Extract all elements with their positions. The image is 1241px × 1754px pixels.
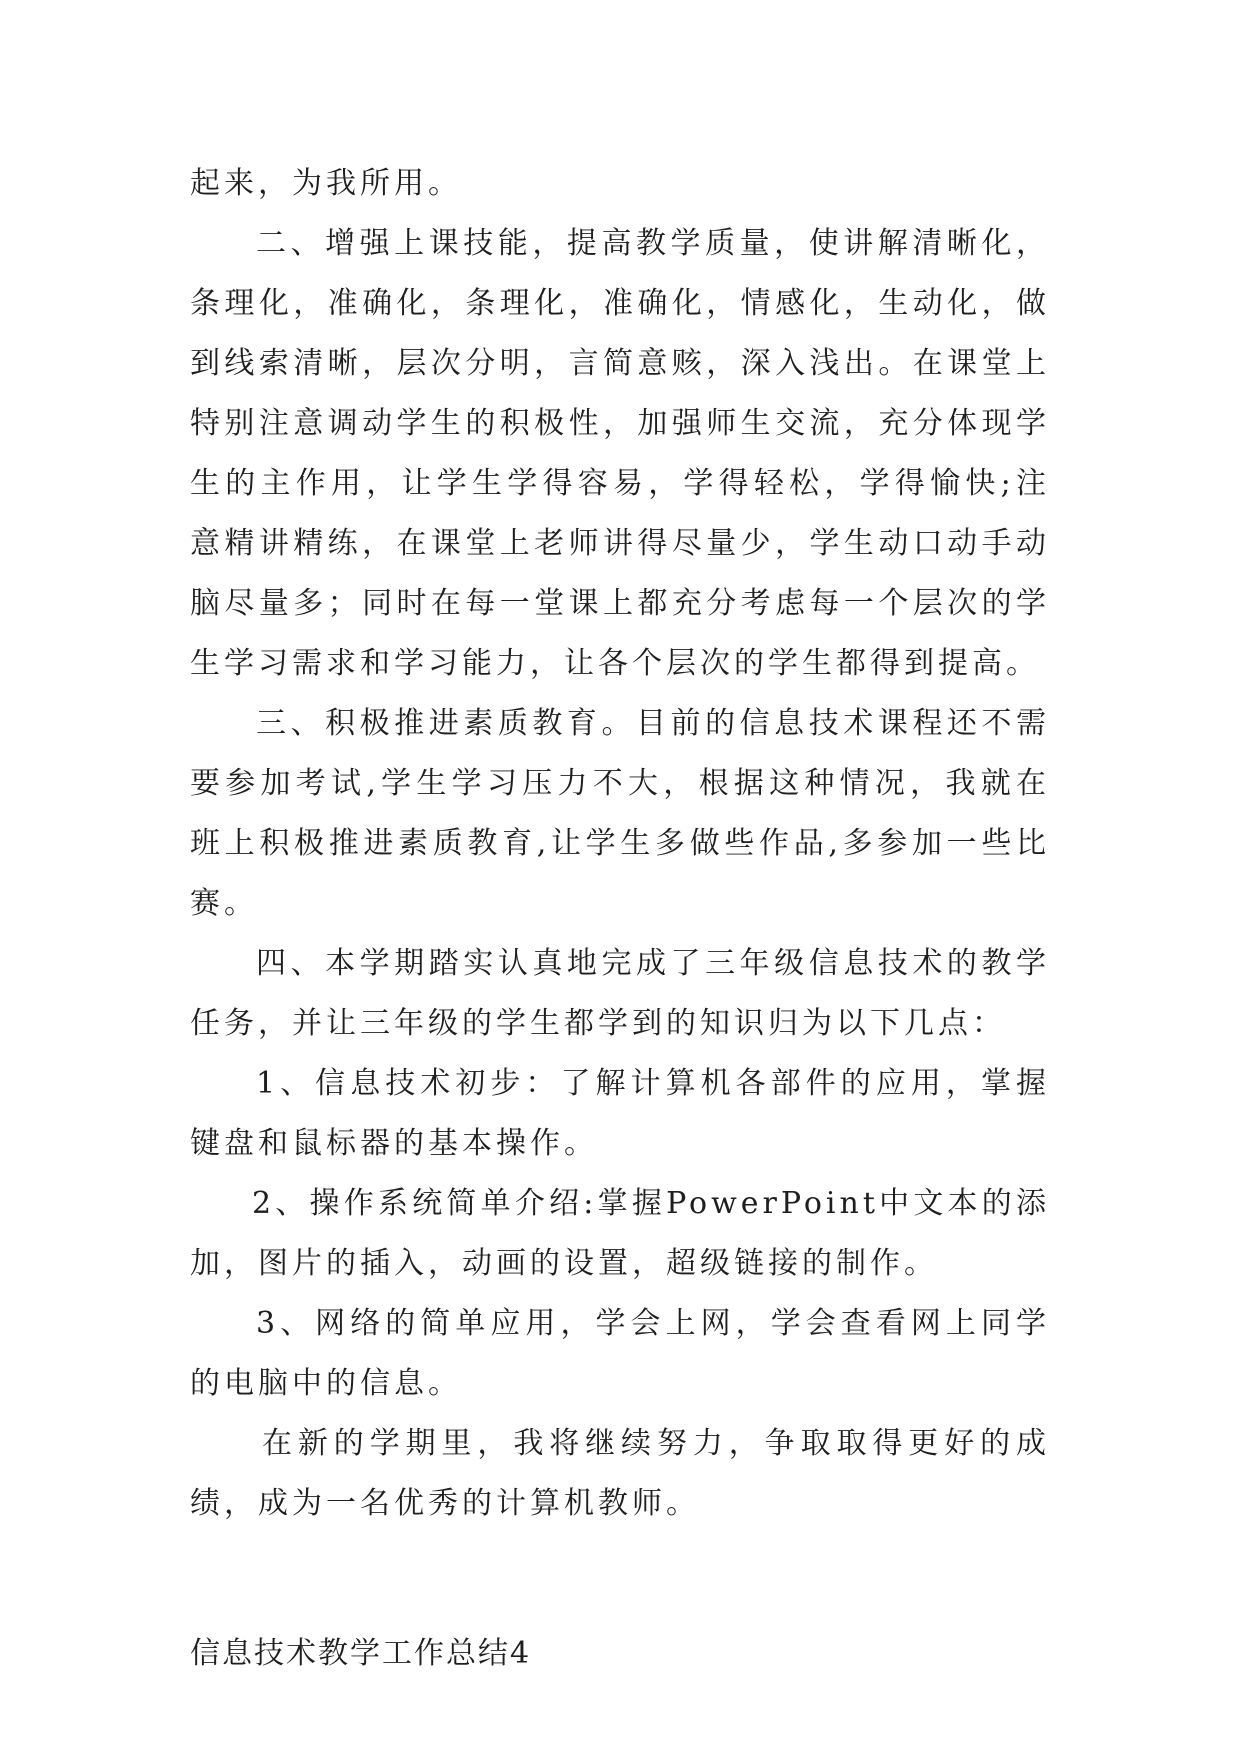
- section-spacer: [190, 1534, 1050, 1624]
- section-heading: 信息技术教学工作总结4: [190, 1636, 532, 1671]
- list-item-one: 1、信息技术初步：了解计算机各部件的应用，掌握键盘和鼠标器的基本操作。: [190, 1066, 1050, 1161]
- paragraph-point-three: 三、积极推进素质教育。目前的信息技术课程还不需要参加考试,学生学习压力不大，根据这种情况，我就在班上积极推进素质教育,让学生多做些作品,多参加一些比赛。: [190, 706, 1050, 921]
- list-item-three: 3、网络的简单应用，学会上网，学会查看网上同学的电脑中的信息。: [190, 1306, 1050, 1401]
- paragraph-point-four: 四、本学期踏实认真地完成了三年级信息技术的教学任务，并让三年级的学生都学到的知识归为以下几点：: [190, 946, 1050, 1041]
- document-body: [190, 154, 1050, 1684]
- list-item-two: 2、操作系统简单介绍:掌握PowerPoint中文本的添加，图片的插入，动画的设置，超级链接的制作。: [190, 1186, 1050, 1281]
- paragraph-continuation: 起来，为我所用。: [190, 166, 462, 201]
- paragraph-closing: 在新的学期里，我将继续努力，争取取得更好的成绩，成为一名优秀的计算机教师。: [190, 1426, 1050, 1521]
- paragraph-point-two: 二、增强上课技能，提高教学质量，使讲解清晰化，条理化，准确化，条理化，准确化，情感化，生动化，做到线索清晰，层次分明，言简意赅，深入浅出。在课堂上特别注意调动学生的积极性，加强师生交流，充分体现学生的主作用，让学生学得容易，学得轻松，学得愉快;注意精讲精练，在课堂上老师讲得尽量少，学生动口动手动脑尽量多；同时在每一堂课上都充分考虑每一个层次的学生学习需求和学习能力，让各个层次的学生都得到提高。: [190, 226, 1050, 681]
